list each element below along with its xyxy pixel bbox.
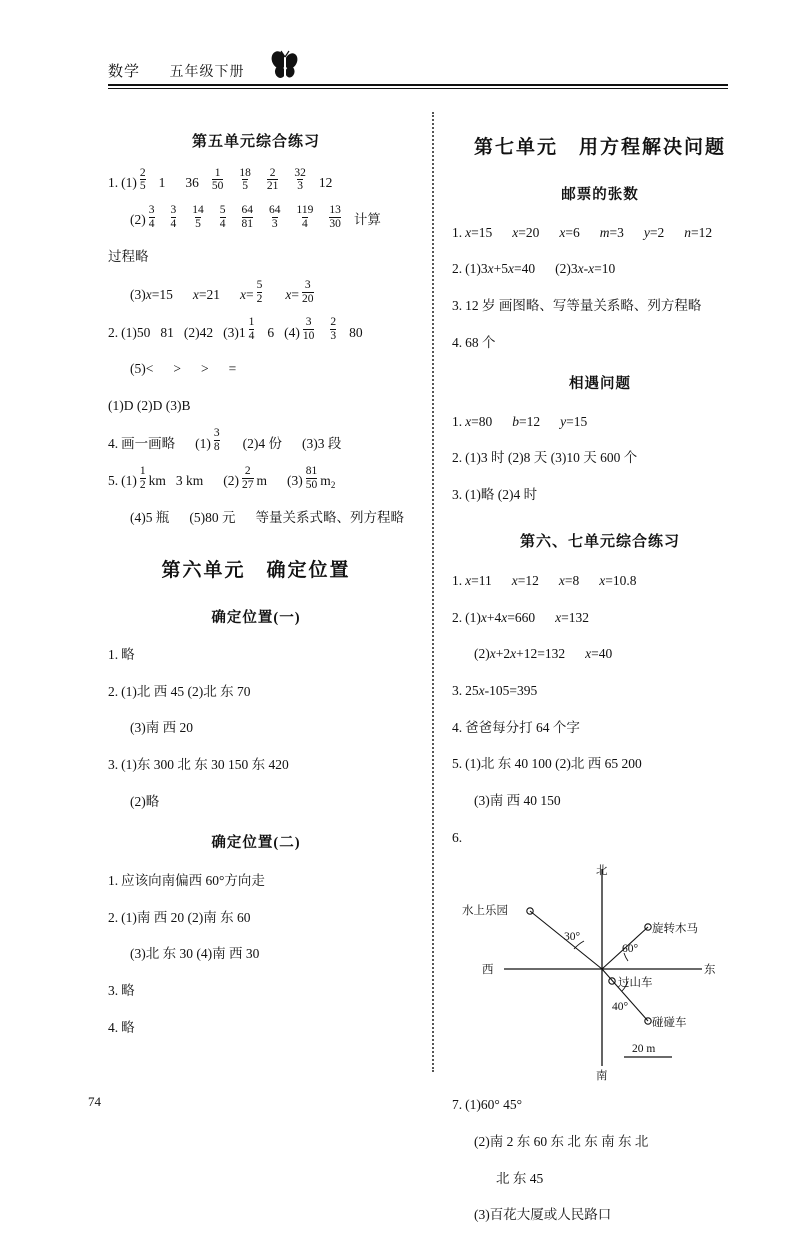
- answer-line: 1. (1) $\frac{2}{5}$ 1 36 $\frac{1}{50}$ $\frac{18}{5}$ $\frac{2}{21}$ $\frac{32}{3}$ 12: [108, 166, 333, 193]
- answer-line: (3)南 西 20: [130, 720, 193, 736]
- answer-text: 略: [121, 982, 135, 998]
- answer-line: 3. 25 x -105=395: [452, 683, 538, 699]
- answer-line: 2. (1)南 西 20 (2)南 东 60: [108, 905, 404, 931]
- answer-text: 略: [121, 647, 135, 663]
- answer-text: (1)南 西 20 (2)南 东 60: [121, 909, 251, 925]
- label-west: 西: [482, 964, 494, 977]
- answer-text: 略: [121, 1019, 135, 1035]
- answer-line: 3. (1)略 (2)4 时: [452, 482, 748, 508]
- butterfly-icon: [268, 48, 302, 82]
- answer-text: (1)东 300 北 东 30 150 东 420: [121, 757, 289, 773]
- answer-text: (1)略 (2)4 时: [465, 487, 538, 503]
- unit-title-7: 第七单元 用方程解决问题: [473, 137, 726, 158]
- answer-line: 3. 12 岁 画图略、写等量关系略、列方程略: [452, 293, 748, 319]
- label-roller-coaster: 过山车: [618, 977, 653, 990]
- answer-line: 4. 爸爸每分打 64 个字: [452, 715, 748, 741]
- answer-text: 68 个: [465, 334, 496, 350]
- right-column: [452, 108, 748, 1239]
- answer-line: (5)< > > =: [130, 361, 237, 377]
- answer-line: 5. (1) $\frac{1}{2}$ km 3 km (2) $\frac{2}{27}$ m (3) $\frac{81}{50}$ m 2: [108, 465, 336, 492]
- header-rule: [108, 84, 728, 86]
- section-title-unit5: 第五单元综合练习: [191, 134, 320, 150]
- angle-60: 60°: [622, 943, 639, 956]
- answer-line: (3)北 东 30 (4)南 西 30: [130, 946, 260, 962]
- answer-line: 3. 略: [108, 978, 404, 1004]
- header-subject: 数学: [108, 64, 141, 80]
- answer-line: 1. x =80 b =12 y =15: [452, 413, 588, 429]
- left-column: [108, 108, 404, 1051]
- sub-title-meeting: 相遇问题: [569, 376, 631, 393]
- answer-text: 应该向南偏西 60°方向走: [121, 872, 265, 888]
- label-east: 东: [704, 964, 716, 977]
- compass-diagram: [452, 861, 742, 1086]
- label-bumper-car: 碰碰车: [652, 1017, 687, 1030]
- answer-line: 3. (1)东 300 北 东 30 150 东 420: [108, 752, 404, 778]
- angle-40: 40°: [612, 1001, 629, 1014]
- answer-text: (1)北 东 40 100 (2)北 西 65 200: [465, 756, 642, 772]
- column-divider: [432, 112, 434, 1072]
- answer-line: (3) x =15 x =21 x = $\frac{5}{2}$ x = $\frac{3}{20}$: [130, 278, 314, 305]
- sub-title-position-1: 确定位置(一): [211, 609, 301, 626]
- unit-title-6: 第六单元 确定位置: [161, 559, 351, 581]
- sub-title-position-2: 确定位置(二): [211, 835, 301, 852]
- answer-line: (1)D (2)D (3)B: [108, 397, 191, 413]
- header-rule-thin: [108, 88, 728, 89]
- answer-line: (3)百花大厦或人民路口: [474, 1207, 612, 1223]
- answer-line: 5. (1)北 东 40 100 (2)北 西 65 200: [452, 751, 748, 777]
- header-title: [108, 60, 245, 81]
- sub-title-stamps: 邮票的张数: [561, 187, 639, 204]
- answer-line: 2. (1)北 西 45 (2)北 东 70: [108, 679, 404, 705]
- answer-line: (4)5 瓶 (5)80 元 等量关系式略、列方程略: [130, 509, 404, 525]
- answer-line: (2)略: [130, 793, 160, 809]
- label-south: 南: [596, 1070, 608, 1083]
- label-carousel: 旋转木马: [652, 923, 698, 936]
- sub-title-unit67: 第六、七单元综合练习: [519, 533, 680, 550]
- answer-line: 2. (1) x +4 x =660 x =132: [452, 609, 589, 625]
- answer-line: 4. 画一画略 (1) $\frac{3}{8}$ (2)4 份 (3)3 段: [108, 427, 342, 454]
- answer-text: (1)60° 45°: [465, 1097, 523, 1113]
- answer-line: 1. 应该向南偏西 60°方向走: [108, 868, 404, 894]
- answer-line: 7. (1)60° 45°: [452, 1092, 748, 1118]
- answer-line: 2. (1)3 时 (2)8 天 (3)10 天 600 个: [452, 445, 748, 471]
- page-header: [108, 46, 728, 92]
- label-water-park: 水上乐园: [462, 905, 508, 918]
- answer-text: 12 岁 画图略、写等量关系略、列方程略: [465, 297, 702, 313]
- answer-line: 2. (1)50 81 (2)42 (3)1 $\frac{1}{4}$ 6 (4) $\frac{3}{10}$ $\frac{2}{3}$ 80: [108, 316, 363, 343]
- answer-line: 2. (1)3 x +5 x =40 (2)3 x - x =10: [452, 261, 616, 277]
- answer-line: 4. 68 个: [452, 330, 748, 356]
- scale-label: 20 m: [632, 1043, 656, 1056]
- answer-text: (1)北 西 45 (2)北 东 70: [121, 683, 251, 699]
- page-number: 74: [88, 1094, 101, 1109]
- answer-text: 爸爸每分打 64 个字: [465, 719, 580, 735]
- answer-line: 1. x =11 x =12 x =8 x =10.8: [452, 573, 637, 589]
- answer-line: (2) $\frac{3}{4}$ $\frac{3}{4}$ $\frac{14}{5}$ $\frac{5}{4}$ $\frac{64}{81}$ $\frac{64}{3}$ $\frac{119}{4}$ $\frac{13}{30}$ 计算: [130, 204, 381, 231]
- answer-line: 过程略: [108, 249, 149, 264]
- answer-line: 6.: [452, 829, 463, 845]
- answer-line: 1. x =15 x =20 x =6 m =3 y =2 n =12: [452, 224, 713, 240]
- answer-line: (2) x +2 x +12=132 x =40: [474, 646, 613, 662]
- answer-text: (1)3 时 (2)8 天 (3)10 天 600 个: [465, 450, 638, 466]
- answer-line: 北 东 45: [496, 1170, 544, 1186]
- header-grade: 五年级下册: [169, 65, 245, 80]
- answer-line: (2)南 2 东 60 东 北 东 南 东 北: [474, 1133, 649, 1149]
- label-north: 北: [596, 865, 608, 878]
- answer-line: 1. 略: [108, 642, 404, 668]
- answer-line: (3)南 西 40 150: [474, 793, 561, 809]
- answer-line: 4. 略: [108, 1015, 404, 1041]
- angle-30: 30°: [564, 931, 581, 944]
